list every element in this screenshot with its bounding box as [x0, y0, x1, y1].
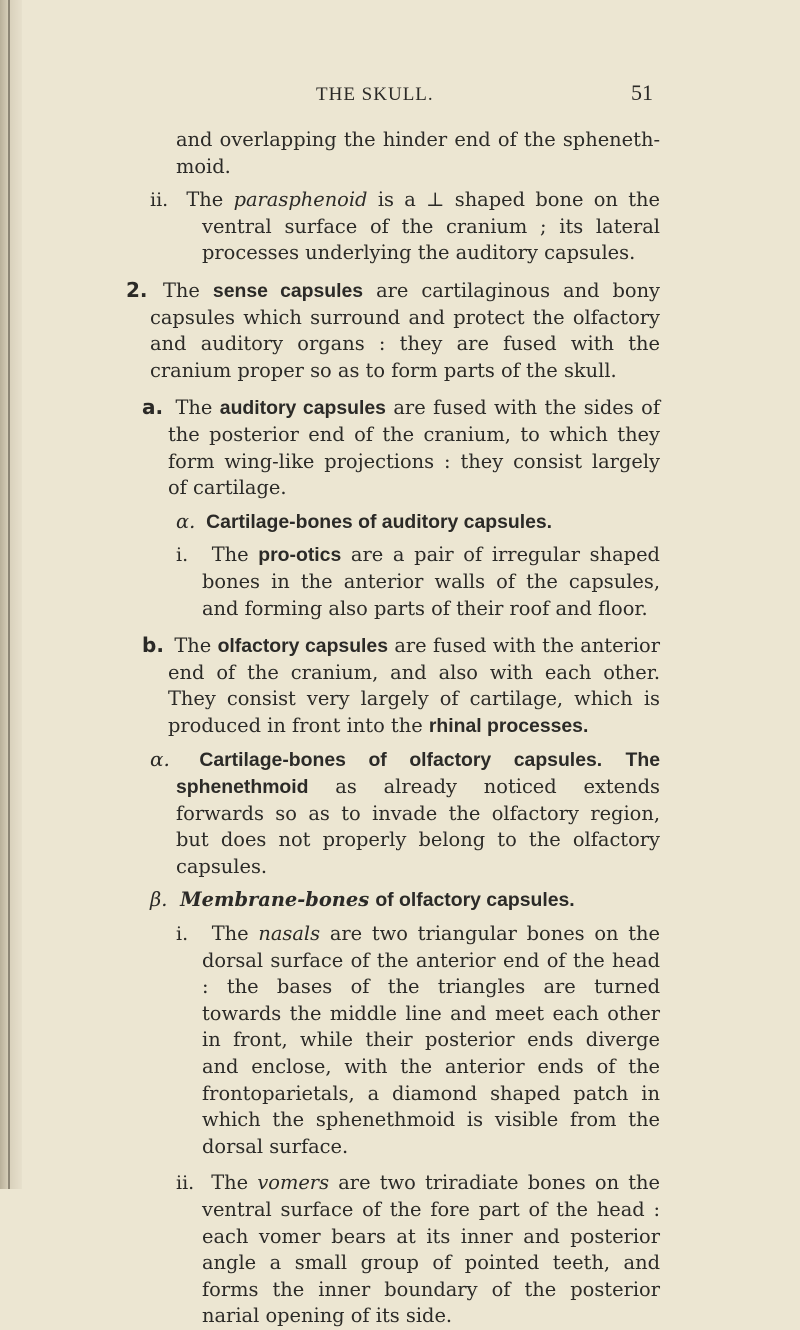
subsection-olfactory-capsules: b. The olfactory capsules are fused with the anterior end of the cranium, and also with each other. They consist very largely of cartilage, which is produced in front into the rhinal processes.: [142, 633, 660, 737]
book-spine-shadow: [0, 0, 22, 1189]
item-marker: i.: [176, 923, 189, 946]
page-header: [0, 80, 800, 114]
item-marker: i.: [176, 544, 189, 567]
term-auditory-capsules: auditory capsules: [219, 397, 386, 420]
binding-edge: [8, 0, 10, 1189]
heading-marker: α.: [150, 747, 170, 772]
heading-text: Cartilage-bones of olfactory capsules.: [199, 749, 603, 772]
page-body: [126, 127, 661, 1330]
subsection-marker: a.: [142, 395, 164, 420]
heading-cartilage-bones-olfactory: α. Cartilage-bones of olfactory capsules. The sphenethmoid as already noticed extends forwards so as to invade the olfactory region, but does not properly belong to the olfactory capsules.: [150, 747, 660, 878]
running-title: THE SKULL.: [316, 84, 434, 105]
heading-marker: β.: [150, 888, 168, 912]
term-nasals: nasals: [258, 922, 321, 946]
term-pro-otics: pro-otics: [258, 544, 342, 567]
heading-text: of olfactory capsules.: [375, 889, 575, 912]
heading-marker: α.: [176, 509, 196, 533]
page-number: 51: [631, 80, 653, 105]
term-vomers: vomers: [257, 1171, 330, 1195]
item-pro-otics: i. The pro-otics are a pair of irregular shaped bones in the anterior walls of the capsules, and forming also parts of their roof and floor.: [176, 543, 660, 620]
term-parasphenoid: parasphenoid: [233, 188, 368, 212]
term-olfactory-capsules: olfactory capsules: [217, 635, 388, 658]
item-parasphenoid: ii. The parasphenoid is a ⊥ shaped bone on the ventral surface of the cranium ; its lateral processes underlying the auditory capsules.: [150, 188, 660, 265]
paragraph-continuation: [150, 127, 660, 180]
heading-cartilage-bones-auditory: [150, 509, 660, 536]
item-nasals: i. The nasals are two triangular bones on the dorsal surface of the anterior end of the head : the bases of the triangles are turned towards the middle line and meet each other in front, while their posterior ends diverge and enclose, with the anterior ends of the frontoparietals, a diamond shaped patch in which the sphenethmoid is visible from the dorsal surface.: [176, 922, 660, 1158]
item-vomers: ii. The vomers are two triradiate bones on the ventral surface of the fore part of the head : each vomer bears at its inner and posterior angle a small group of pointed teeth, and forms the inner boundary of the posterior narial opening of its side.: [176, 1171, 661, 1328]
heading-italic-text: Membrane-bones: [180, 888, 370, 912]
heading-membrane-bones-olfactory: [150, 887, 660, 914]
term-rhinal-processes: rhinal processes.: [428, 714, 589, 737]
subsection-auditory-capsules: a. The auditory capsules are fused with the sides of the posterior end of the cranium, to which they form wing-like projections : they consist largely of cartilage.: [142, 395, 661, 500]
subsection-marker: b.: [142, 633, 164, 658]
heading-text: Cartilage-bones of auditory capsules.: [206, 510, 553, 533]
term-sphenethmoid: sphenethmoid: [176, 776, 309, 799]
item-marker: ii.: [150, 189, 169, 212]
section-sense-capsules: 2. The sense capsules are cartilaginous and bony capsules which surround and protect the olfactory and auditory organs : they are fused with the cranium proper so as to form parts of the skull.: [126, 277, 661, 382]
item-marker: ii.: [176, 1172, 195, 1195]
section-number: 2.: [126, 277, 148, 302]
paragraph-text: and overlapping the hinder end of the sphenethmoid.: [176, 128, 660, 178]
term-sense-capsules: sense capsules: [212, 279, 364, 302]
